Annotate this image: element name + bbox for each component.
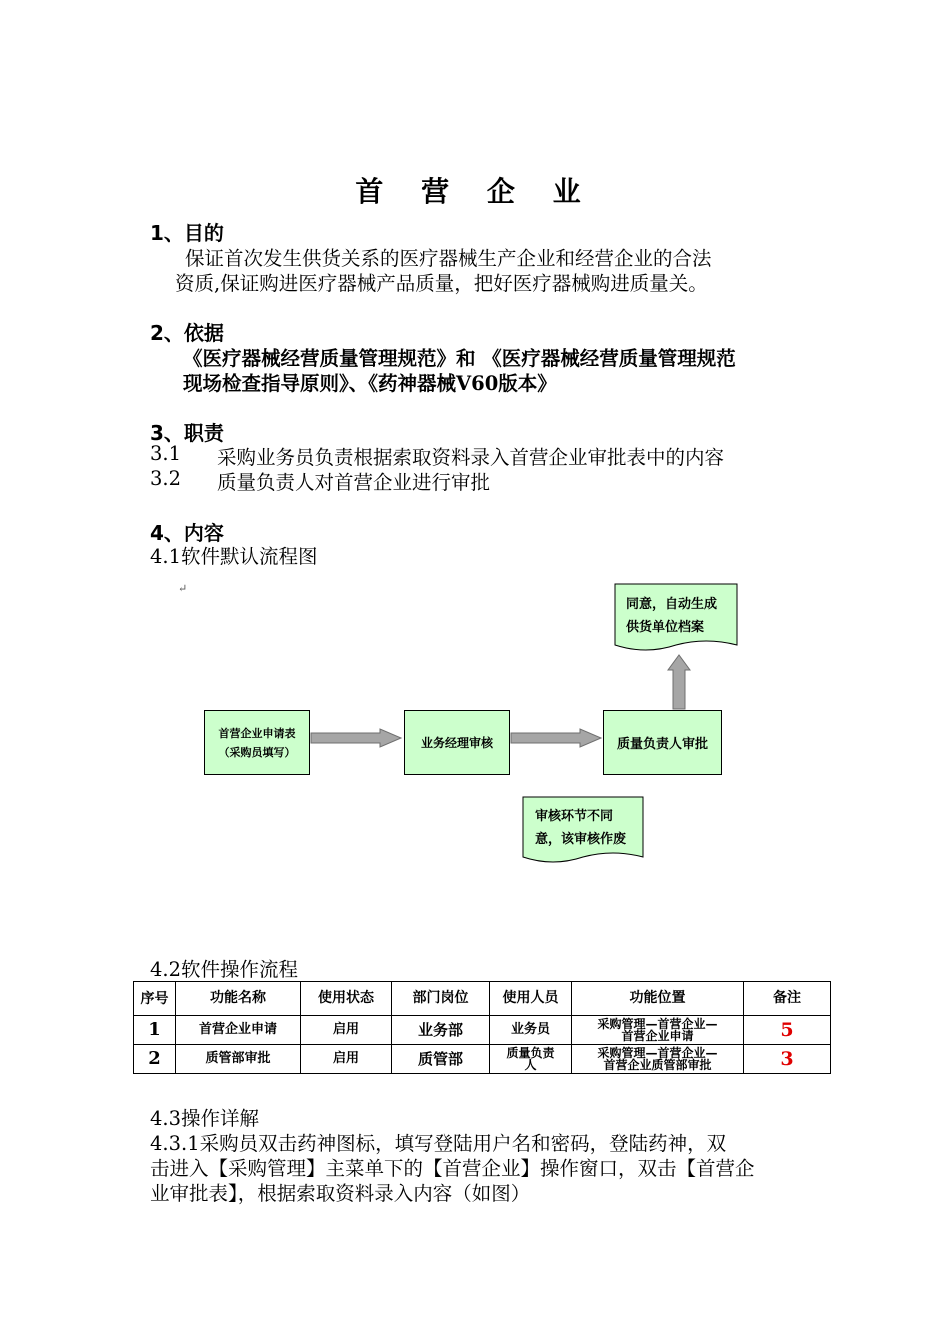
row-function-name: 质管部审批 — [176, 1045, 301, 1074]
operation-table — [133, 981, 831, 1074]
row-user-line-2: 人 — [524, 1058, 537, 1072]
reject-note-line-2: 意，该审核作废 — [535, 832, 627, 847]
row-department: 业务部 — [392, 1016, 490, 1045]
header-function-name: 功能名称 — [176, 982, 301, 1016]
flow-box-quality-approval-label: 质量负责人审批 — [616, 737, 708, 752]
section-1-line-2: 资质,保证购进医疗器械产品质量，把好医疗器械购进质量关。 — [175, 272, 708, 295]
row-user: 业务员 — [490, 1016, 572, 1045]
arrow-box1-to-box2 — [311, 729, 401, 747]
row-no: 2 — [134, 1045, 176, 1074]
header-no: 序号 — [134, 982, 176, 1016]
row-user — [490, 1045, 572, 1074]
row-status: 启用 — [301, 1016, 392, 1045]
row-position — [572, 1045, 744, 1074]
flow-box-quality-approval — [603, 710, 722, 775]
subsection-4-2-title: 4.2软件操作流程 — [150, 958, 299, 981]
duty-item-text-2: 质量负责人对首营企业进行审批 — [217, 471, 491, 494]
table-row — [134, 1016, 831, 1045]
header-position: 功能位置 — [572, 982, 744, 1016]
row-function-name: 首营企业申请 — [176, 1016, 301, 1045]
row-note: 3 — [744, 1045, 831, 1074]
section-2-heading: 2、依据 — [150, 321, 224, 345]
duty-item-number-2: 3.2 — [150, 467, 182, 490]
arrow-box2-to-box3 — [511, 729, 601, 747]
flow-box-application — [204, 710, 310, 775]
row-position-line-1: 采购管理—首营企业— — [597, 1046, 718, 1060]
flow-box-application-line-2: （采购员填写） — [218, 745, 296, 759]
detail-line-3: 业审批表】，根据索取资料录入内容（如图） — [150, 1182, 531, 1205]
return-mark: ↵ — [178, 582, 188, 595]
subsection-4-1-title: 4.1软件默认流程图 — [150, 545, 318, 568]
approve-note-line-1: 同意，自动生成 — [626, 597, 718, 612]
header-department: 部门岗位 — [392, 982, 490, 1016]
detail-line-1: 4.3.1采购员双击药神图标，填写登陆用户名和密码，登陆药神，双 — [150, 1132, 727, 1155]
section-1-line-1: 保证首次发生供货关系的医疗器械生产企业和经营企业的合法 — [185, 247, 712, 270]
row-department: 质管部 — [392, 1045, 490, 1074]
section-1-heading: 1、目的 — [150, 221, 224, 245]
reject-note-line-1: 审核环节不同 — [535, 809, 614, 824]
section-4-heading: 4、内容 — [150, 521, 224, 545]
page-title: 首 营 企 业 — [355, 175, 595, 208]
section-2-line-1: 《医疗器械经营质量管理规范》和 《医疗器械经营质量管理规范 — [183, 347, 736, 370]
section-3-heading: 3、职责 — [150, 421, 224, 445]
flow-box-manager-review-label: 业务经理审核 — [420, 736, 493, 750]
row-note: 5 — [744, 1016, 831, 1045]
duty-item-number-1: 3.1 — [150, 442, 182, 465]
table-header-row — [134, 982, 831, 1016]
subsection-4-3-title: 4.3操作详解 — [150, 1107, 260, 1130]
row-status: 启用 — [301, 1045, 392, 1074]
arrow-box3-to-approve-note — [668, 655, 690, 709]
table-row — [134, 1045, 831, 1074]
approve-note-text — [626, 593, 717, 639]
reject-note-text — [535, 805, 626, 851]
row-no: 1 — [134, 1016, 176, 1045]
detail-line-2: 击进入【采购管理】主菜单下的【首营企业】操作窗口，双击【首营企 — [150, 1157, 755, 1180]
section-2-line-2: 现场检查指导原则》、《药神器械V60版本》 — [183, 372, 557, 395]
row-position-line-2: 首营企业申请 — [621, 1029, 694, 1043]
flow-box-application-line-1: 首营企业申请表 — [218, 726, 296, 740]
approve-note-line-2: 供货单位档案 — [626, 620, 705, 635]
flow-box-manager-review — [404, 710, 510, 775]
row-position — [572, 1016, 744, 1045]
duty-item-text-1: 采购业务员负责根据索取资料录入首营企业审批表中的内容 — [217, 446, 725, 469]
row-position-line-2: 首营企业质管部审批 — [603, 1058, 712, 1072]
row-user-line-1: 质量负责 — [506, 1046, 555, 1060]
header-status: 使用状态 — [301, 982, 392, 1016]
header-user: 使用人员 — [490, 982, 572, 1016]
header-note: 备注 — [744, 982, 831, 1016]
row-position-line-1: 采购管理—首营企业— — [597, 1017, 718, 1031]
